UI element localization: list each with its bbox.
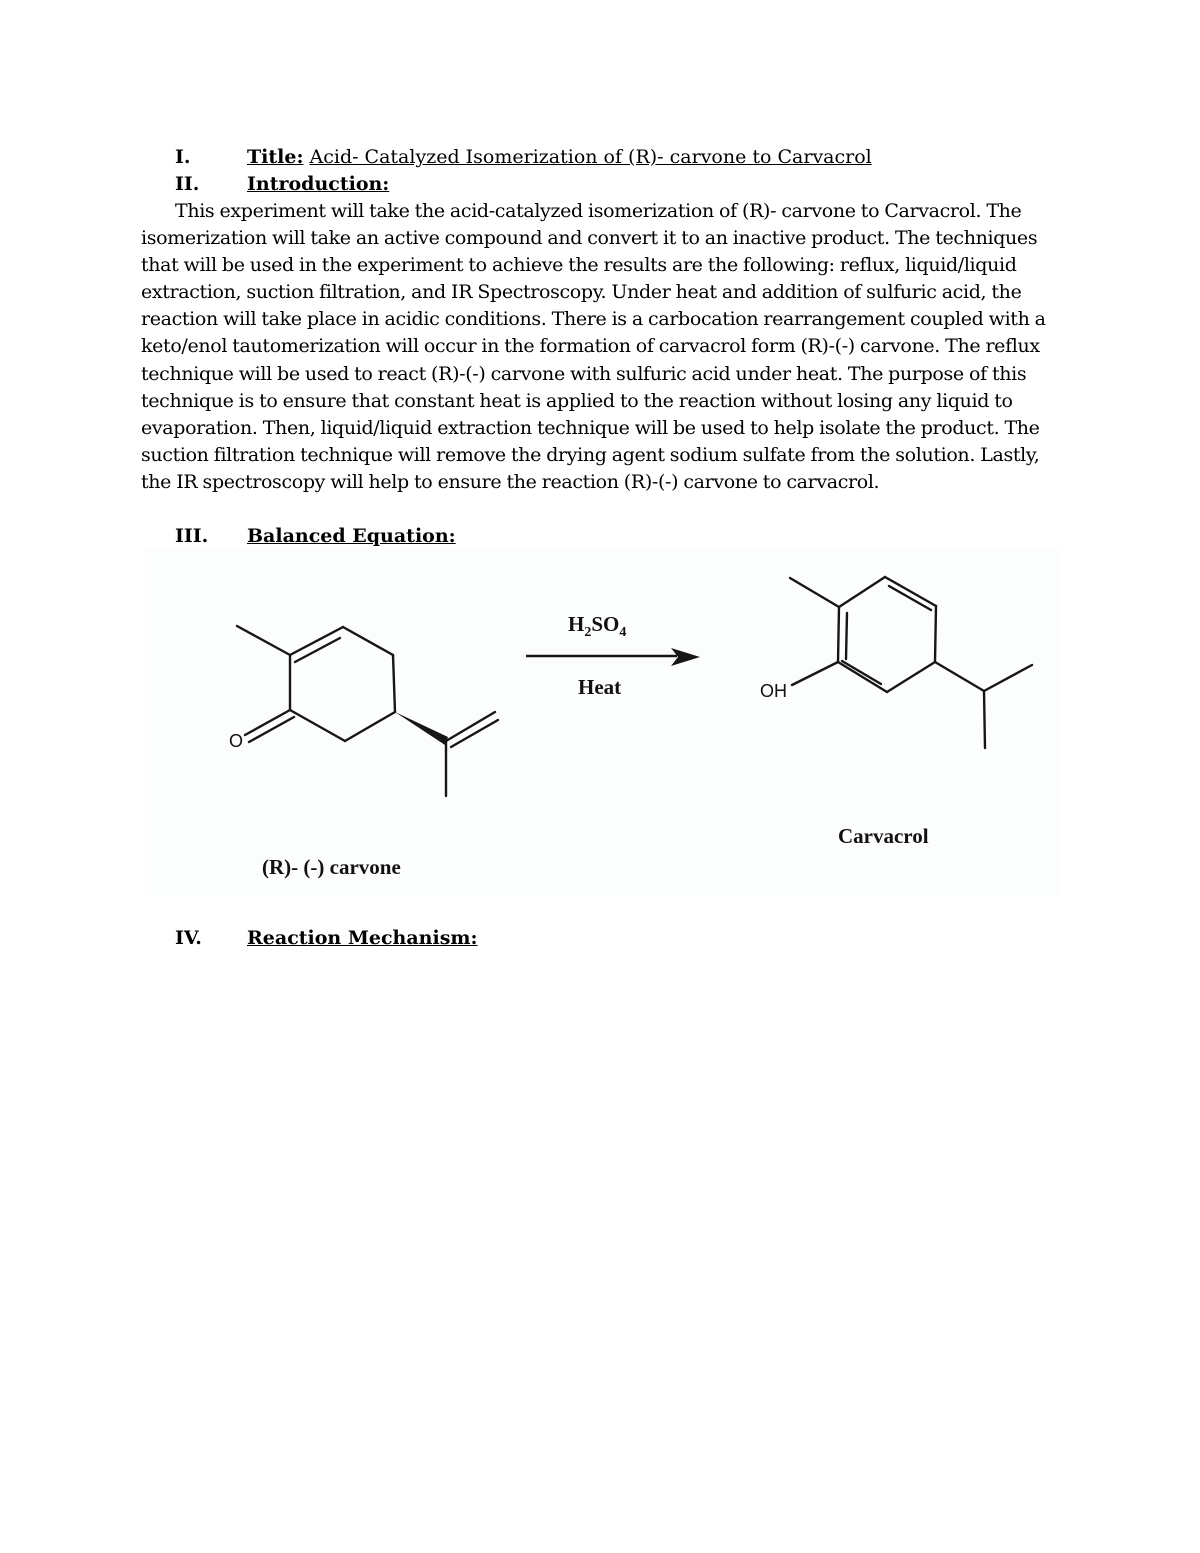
section-title bbox=[175, 144, 872, 170]
carvacrol-structure bbox=[790, 577, 1032, 748]
section-number: IV. bbox=[175, 927, 202, 949]
reactant-name: (R)- (-) carvone bbox=[262, 855, 401, 879]
section-introduction-heading bbox=[175, 171, 389, 197]
document-title: Acid- Catalyzed Isomerization of (R)- carvone to Carvacrol bbox=[309, 146, 872, 168]
reaction-arrow bbox=[526, 648, 700, 666]
reaction-scheme bbox=[145, 548, 1060, 896]
carvone-structure bbox=[237, 626, 498, 796]
section-label: Reaction Mechanism: bbox=[247, 927, 478, 949]
section-number: I. bbox=[175, 146, 191, 168]
carbonyl-oxygen-label: O bbox=[229, 731, 244, 751]
section-balanced-equation-heading bbox=[175, 523, 456, 549]
product-name: Carvacrol bbox=[838, 824, 929, 848]
balanced-equation-figure bbox=[145, 548, 1060, 896]
hydroxyl-label: OH bbox=[760, 681, 787, 701]
section-number: II. bbox=[175, 173, 200, 195]
section-label: Introduction: bbox=[247, 173, 390, 195]
wedge-bond bbox=[395, 712, 448, 745]
section-label: Balanced Equation: bbox=[247, 525, 456, 547]
section-label: Title: bbox=[247, 146, 304, 168]
introduction-paragraph: This experiment will take the acid-catalyzed isomerization of (R)- carvone to Carvacrol. The isomerization will take an active compound and convert it to an inactive product. The techniques that will be used in the experiment to achieve the results are the following: reflux, liquid/liquid extraction, suction filtration, and IR Spectroscopy. Under heat and addition of sulfuric acid, the reaction will take place in acidic conditions. There is a carbocation rearrangement coupled with a keto/enol tautomerization will occur in the formation of carvacrol form (R)-(-) carvone. The reflux technique will be used to react (R)-(-) carvone with sulfuric acid under heat. The purpose of this technique is to ensure that constant heat is applied to the reaction without losing any liquid to evaporation. Then, liquid/liquid extraction technique will be used to help isolate the product. The suction filtration technique will remove the drying agent sodium sulfate from the solution. Lastly, the IR spectroscopy will help to ensure the reaction (R)-(-) carvone to carvacrol. bbox=[141, 200, 1046, 493]
section-number: III. bbox=[175, 525, 209, 547]
reagent-label: $H_2SO_4$ bbox=[568, 612, 627, 640]
section-reaction-mechanism-heading bbox=[175, 925, 478, 951]
condition-label: Heat bbox=[578, 675, 622, 699]
